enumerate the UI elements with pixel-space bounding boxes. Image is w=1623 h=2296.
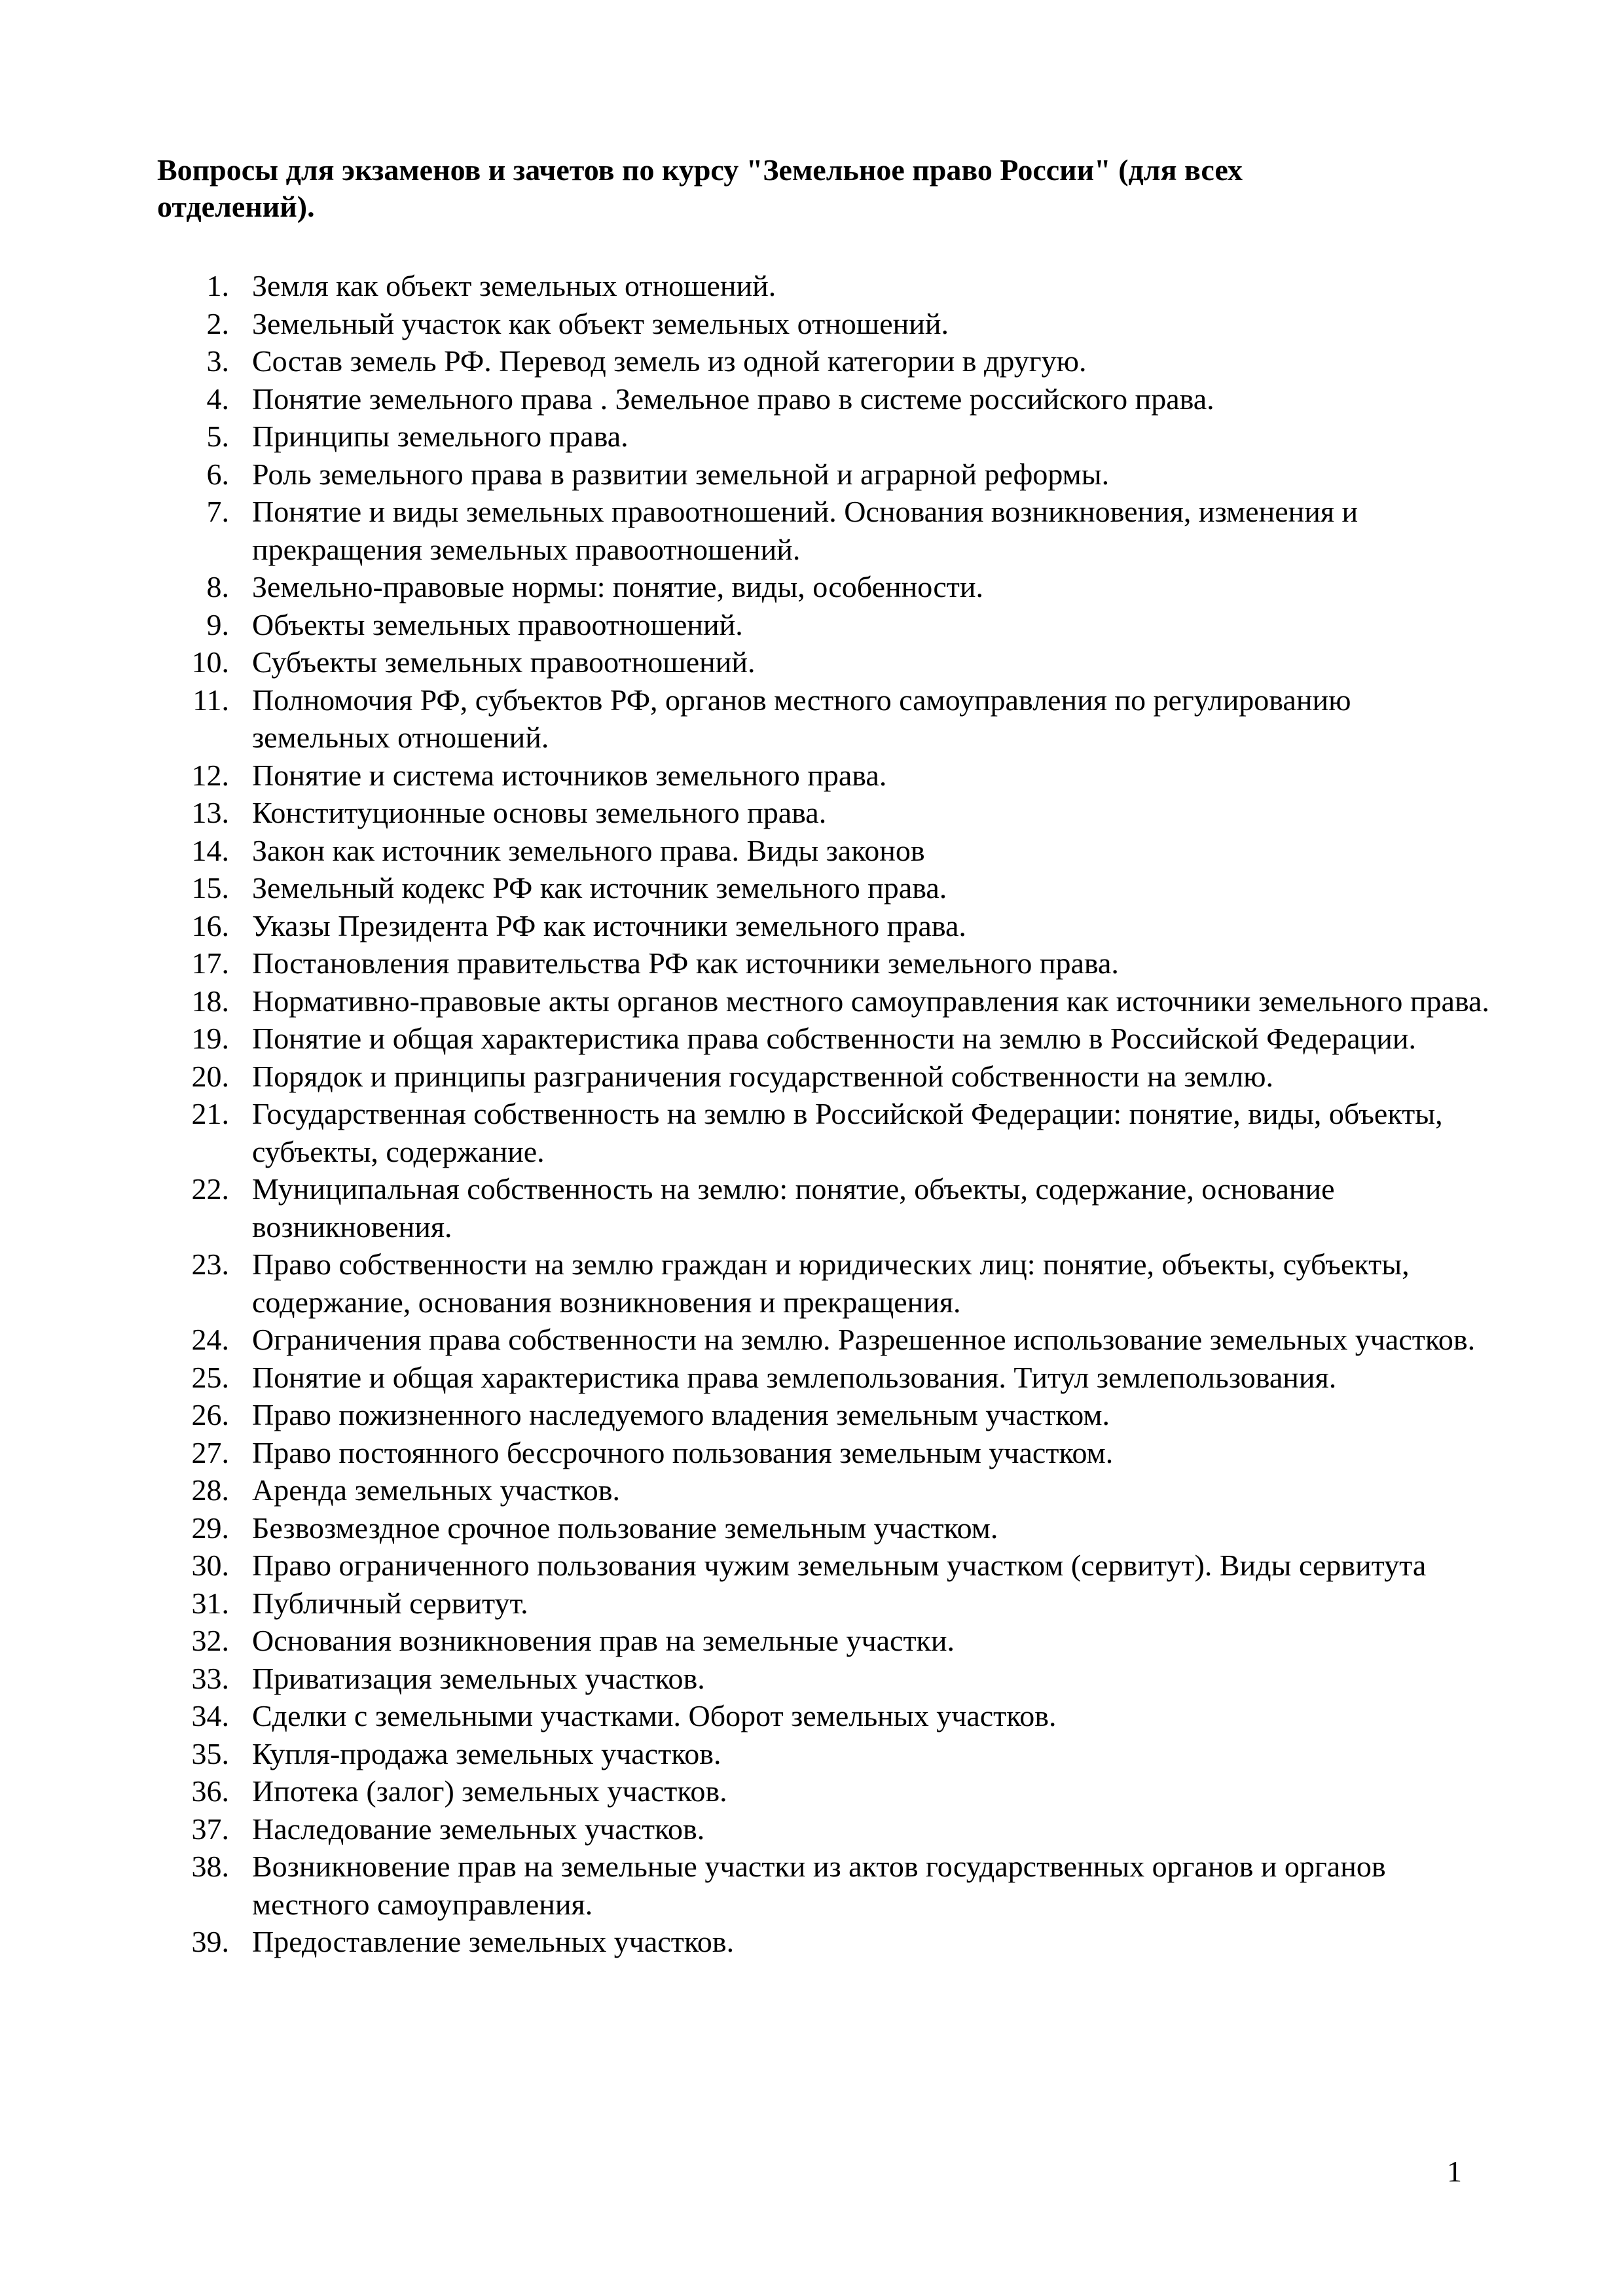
question-number: 28. xyxy=(191,1473,229,1507)
question-item xyxy=(0,1585,1489,1623)
question-item xyxy=(0,1772,1489,1810)
question-text: Безвозмездное срочное пользование земельным участком. xyxy=(252,1511,998,1545)
question-item xyxy=(0,907,1489,945)
question-number: 36. xyxy=(191,1774,229,1808)
question-number: 29. xyxy=(191,1511,229,1545)
question-text: Право ограниченного пользования чужим земельным участком (сервитут). Виды сервитута xyxy=(252,1549,1427,1582)
question-item xyxy=(0,1095,1489,1170)
question-item xyxy=(0,606,1489,644)
question-text: Возникновение прав на земельные участки из актов государственных органов и органов местного самоуправления. xyxy=(252,1850,1386,1921)
question-text: Ипотека (залог) земельных участков. xyxy=(252,1774,727,1808)
question-text: Земельно-правовые нормы: понятие, виды, особенности. xyxy=(252,570,984,603)
question-number: 8. xyxy=(206,570,229,603)
question-text: Постановления правительства РФ как источники земельного права. xyxy=(252,946,1119,980)
question-item xyxy=(0,305,1489,343)
question-number: 2. xyxy=(206,306,229,340)
question-item xyxy=(0,1848,1489,1923)
question-number: 21. xyxy=(191,1097,229,1130)
question-item xyxy=(0,456,1489,493)
question-number: 24. xyxy=(191,1323,229,1356)
question-number: 31. xyxy=(191,1586,229,1620)
question-number: 34. xyxy=(191,1699,229,1732)
question-text: Понятие и общая характеристика права землепользования. Титул землепользования. xyxy=(252,1360,1337,1394)
question-item xyxy=(0,1321,1489,1359)
question-text: Право постоянного бессрочного пользования земельным участком. xyxy=(252,1435,1114,1469)
question-number: 11. xyxy=(192,683,229,717)
question-number: 39. xyxy=(191,1925,229,1958)
question-text: Право пожизненного наследуемого владения земельным участком. xyxy=(252,1398,1110,1431)
question-text: Роль земельного права в развитии земельной и аграрной реформы. xyxy=(252,457,1110,491)
question-text: Земельный участок как объект земельных отношений. xyxy=(252,306,949,340)
question-item xyxy=(0,1434,1489,1472)
question-number: 16. xyxy=(191,908,229,942)
question-item xyxy=(0,1810,1489,1848)
question-number: 12. xyxy=(191,758,229,792)
question-text: Порядок и принципы разграничения государственной собственности на землю. xyxy=(252,1059,1274,1093)
question-list xyxy=(0,267,1623,1961)
question-number: 25. xyxy=(191,1360,229,1394)
question-item xyxy=(0,1622,1489,1660)
question-text: Закон как источник земельного права. Виды законов xyxy=(252,833,925,867)
question-item xyxy=(0,1735,1489,1773)
question-item xyxy=(0,418,1489,456)
question-number: 22. xyxy=(191,1172,229,1206)
question-text: Земля как объект земельных отношений. xyxy=(252,269,776,302)
question-number: 13. xyxy=(191,796,229,829)
question-text: Государственная собственность на землю в Российской Федерации: понятие, виды, объекты, субъекты, содержание. xyxy=(252,1097,1443,1168)
question-text: Предоставление земельных участков. xyxy=(252,1925,735,1958)
question-number: 9. xyxy=(206,607,229,641)
question-number: 14. xyxy=(191,833,229,867)
question-item xyxy=(0,681,1489,757)
question-item xyxy=(0,982,1489,1020)
question-item xyxy=(0,1170,1489,1246)
question-number: 17. xyxy=(191,946,229,980)
question-item xyxy=(0,643,1489,681)
question-number: 35. xyxy=(191,1736,229,1770)
question-number: 18. xyxy=(191,984,229,1018)
question-number: 1. xyxy=(206,269,229,302)
document-title: Вопросы для экзаменов и зачетов по курсу "Земельное право России" (для всех отделений). xyxy=(157,153,1243,223)
question-text: Муниципальная собственность на землю: понятие, объекты, содержание, основание возникновения. xyxy=(252,1172,1335,1244)
question-text: Наследование земельных участков. xyxy=(252,1812,705,1846)
question-number: 27. xyxy=(191,1435,229,1469)
question-text: Ограничения права собственности на землю. Разрешенное использование земельных участков. xyxy=(252,1323,1476,1356)
question-item xyxy=(0,380,1489,418)
question-number: 5. xyxy=(206,420,229,453)
question-number: 10. xyxy=(191,645,229,679)
question-text: Понятие и общая характеристика права собственности на землю в Российской Федерации. xyxy=(252,1022,1416,1055)
question-number: 4. xyxy=(206,382,229,416)
question-text: Объекты земельных правоотношений. xyxy=(252,607,743,641)
question-item xyxy=(0,1471,1489,1509)
question-number: 20. xyxy=(191,1059,229,1093)
question-text: Основания возникновения прав на земельные участки. xyxy=(252,1624,955,1657)
question-item xyxy=(0,1923,1489,1961)
question-item xyxy=(0,944,1489,982)
question-item xyxy=(0,1547,1489,1585)
question-text: Понятие и система источников земельного права. xyxy=(252,758,887,792)
question-text: Полномочия РФ, субъектов РФ, органов местного самоуправления по регулированию земельных отношений. xyxy=(252,683,1351,754)
page-number: 1 xyxy=(1447,2155,1462,2188)
question-item xyxy=(0,1396,1489,1434)
question-number: 7. xyxy=(206,495,229,528)
question-number: 6. xyxy=(206,457,229,491)
question-text: Публичный сервитут. xyxy=(252,1586,528,1620)
question-text: Аренда земельных участков. xyxy=(252,1473,620,1507)
question-item xyxy=(0,869,1489,907)
question-text: Купля-продажа земельных участков. xyxy=(252,1736,721,1770)
question-item xyxy=(0,1246,1489,1321)
question-item xyxy=(0,757,1489,795)
question-text: Понятие и виды земельных правоотношений. Основания возникновения, изменения и прекращения земельных правоотношений. xyxy=(252,495,1359,566)
question-number: 15. xyxy=(191,871,229,905)
question-item xyxy=(0,1509,1489,1547)
question-item xyxy=(0,267,1489,305)
question-text: Субъекты земельных правоотношений. xyxy=(252,645,756,679)
question-item xyxy=(0,1058,1489,1096)
question-item xyxy=(0,1660,1489,1698)
question-number: 37. xyxy=(191,1812,229,1846)
question-item xyxy=(0,493,1489,568)
question-number: 3. xyxy=(206,344,229,378)
question-number: 33. xyxy=(191,1661,229,1695)
question-number: 32. xyxy=(191,1624,229,1657)
question-text: Принципы земельного права. xyxy=(252,420,629,453)
question-number: 38. xyxy=(191,1850,229,1883)
question-text: Сделки с земельными участками. Оборот земельных участков. xyxy=(252,1699,1057,1732)
question-text: Право собственности на землю граждан и юридических лиц: понятие, объекты, субъекты, содержание, основания возникновения и прекращения. xyxy=(252,1247,1410,1319)
question-item xyxy=(0,832,1489,870)
question-text: Приватизация земельных участков. xyxy=(252,1661,705,1695)
question-item xyxy=(0,1020,1489,1058)
question-item xyxy=(0,794,1489,832)
question-text: Понятие земельного права . Земельное право в системе российского права. xyxy=(252,382,1214,416)
question-number: 26. xyxy=(191,1398,229,1431)
question-text: Состав земель РФ. Перевод земель из одной категории в другую. xyxy=(252,344,1087,378)
question-item xyxy=(0,342,1489,380)
question-number: 23. xyxy=(191,1247,229,1281)
question-text: Конституционные основы земельного права. xyxy=(252,796,827,829)
question-text: Нормативно-правовые акты органов местного самоуправления как источники земельного права. xyxy=(252,984,1489,1018)
question-item xyxy=(0,1359,1489,1397)
question-text: Земельный кодекс РФ как источник земельного права. xyxy=(252,871,947,905)
question-number: 30. xyxy=(191,1549,229,1582)
question-text: Указы Президента РФ как источники земельного права. xyxy=(252,908,966,942)
question-item xyxy=(0,568,1489,606)
question-item xyxy=(0,1697,1489,1735)
question-number: 19. xyxy=(191,1022,229,1055)
